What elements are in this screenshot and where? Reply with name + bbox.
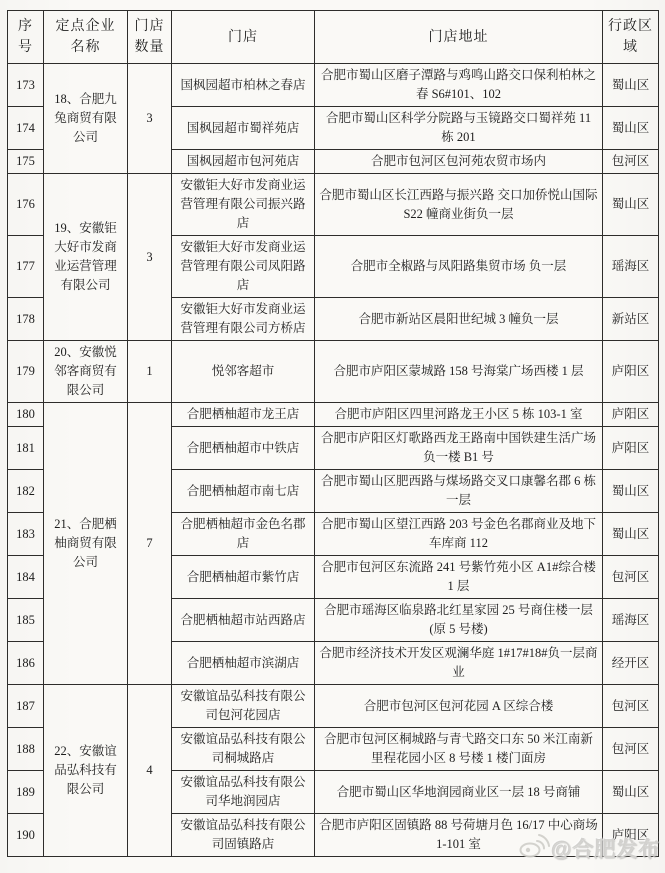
- serial-number-cell: 183: [8, 513, 44, 556]
- store-name-cell: 安徽钜大好市发商业运营管理有限公司凤阳路店: [172, 236, 315, 298]
- serial-number-cell: 186: [8, 642, 44, 685]
- table-row: [8, 64, 659, 107]
- store-address-cell: 合肥市庐阳区灯歌路西龙王路南中国铁建生活广场负一楼 B1 号: [315, 427, 603, 470]
- admin-region-cell: 蜀山区: [603, 513, 659, 556]
- serial-number-cell: 179: [8, 341, 44, 403]
- watermark-text: @合肥发布: [550, 837, 660, 861]
- store-count-cell: 7: [128, 403, 172, 685]
- admin-region-cell: 庐阳区: [603, 814, 659, 857]
- serial-number-cell: 184: [8, 556, 44, 599]
- store-address-cell: 合肥市全椒路与凤阳路集贸市场 负一层: [315, 236, 603, 298]
- serial-number-cell: 188: [8, 728, 44, 771]
- table-body: [8, 64, 659, 857]
- store-address-cell: 合肥市包河区桐城路与青弋路交口东 50 米江南新里程花园小区 8 号楼 1 楼门面房: [315, 728, 603, 771]
- table-header: [8, 11, 659, 64]
- store-address-cell: 合肥市蜀山区长江西路与振兴路 交口加侨悦山国际 S22 幢商业街负一层: [315, 174, 603, 236]
- store-count-cell: 3: [128, 64, 172, 174]
- store-address-cell: 合肥市庐阳区四里河路龙王小区 5 栋 103-1 室: [315, 403, 603, 427]
- header-serial-no: 序号: [8, 11, 44, 64]
- header-enterprise-name: 定点企业名称: [44, 11, 128, 64]
- store-address-cell: 合肥市庐阳区固镇路 88 号荷塘月色 16/17 中心商场 1-101 室: [315, 814, 603, 857]
- store-name-cell: 合肥栖柚超市南七店: [172, 470, 315, 513]
- serial-number-cell: 173: [8, 64, 44, 107]
- table-row: [8, 174, 659, 236]
- serial-number-cell: 178: [8, 298, 44, 341]
- store-count-cell: 1: [128, 341, 172, 403]
- store-name-cell: 安徽谊品弘科技有限公司华地润园店: [172, 771, 315, 814]
- store-name-cell: 安徽谊品弘科技有限公司包河花园店: [172, 685, 315, 728]
- store-count-cell: 4: [128, 685, 172, 857]
- admin-region-cell: 蜀山区: [603, 64, 659, 107]
- store-address-cell: 合肥市包河区包河花园 A 区综合楼: [315, 685, 603, 728]
- serial-number-cell: 185: [8, 599, 44, 642]
- admin-region-cell: 庐阳区: [603, 427, 659, 470]
- header-store: 门店: [172, 11, 315, 64]
- serial-number-cell: 175: [8, 150, 44, 174]
- admin-region-cell: 蜀山区: [603, 771, 659, 814]
- admin-region-cell: 新站区: [603, 298, 659, 341]
- serial-number-cell: 189: [8, 771, 44, 814]
- serial-number-cell: 182: [8, 470, 44, 513]
- header-row: [8, 11, 659, 64]
- store-name-cell: 悦邻客超市: [172, 341, 315, 403]
- admin-region-cell: 包河区: [603, 685, 659, 728]
- serial-number-cell: 187: [8, 685, 44, 728]
- admin-region-cell: 瑶海区: [603, 599, 659, 642]
- admin-region-cell: 蜀山区: [603, 107, 659, 150]
- serial-number-cell: 181: [8, 427, 44, 470]
- admin-region-cell: 庐阳区: [603, 341, 659, 403]
- serial-number-cell: 180: [8, 403, 44, 427]
- serial-number-cell: 176: [8, 174, 44, 236]
- store-address-cell: 合肥市蜀山区科学分院路与玉镜路交口蜀祥苑 11 栋 201: [315, 107, 603, 150]
- admin-region-cell: 瑶海区: [603, 236, 659, 298]
- table-row: [8, 685, 659, 728]
- store-address-cell: 合肥市庐阳区蒙城路 158 号海棠广场西楼 1 层: [315, 341, 603, 403]
- table-row: [8, 403, 659, 427]
- table-row: [8, 341, 659, 403]
- admin-region-cell: 蜀山区: [603, 174, 659, 236]
- enterprise-name-cell: 21、合肥栖柚商贸有限公司: [44, 403, 128, 685]
- store-name-cell: 国枫园超市蜀祥苑店: [172, 107, 315, 150]
- admin-region-cell: 包河区: [603, 556, 659, 599]
- store-address-cell: 合肥市包河区东流路 241 号紫竹苑小区 A1#综合楼 1 层: [315, 556, 603, 599]
- store-address-cell: 合肥市包河区包河苑农贸市场内: [315, 150, 603, 174]
- enterprise-name-cell: 20、安徽悦邻客商贸有限公司: [44, 341, 128, 403]
- header-store-address: 门店地址: [315, 11, 603, 64]
- store-address-cell: 合肥市蜀山区华地润园商业区一层 18 号商铺: [315, 771, 603, 814]
- serial-number-cell: 174: [8, 107, 44, 150]
- store-name-cell: 安徽钜大好市发商业运营管理有限公司方桥店: [172, 298, 315, 341]
- store-name-cell: 合肥栖柚超市金色名郡店: [172, 513, 315, 556]
- enterprise-name-cell: 19、安徽钜大好市发商业运营管理有限公司: [44, 174, 128, 341]
- admin-region-cell: 庐阳区: [603, 403, 659, 427]
- store-name-cell: 合肥栖柚超市滨湖店: [172, 642, 315, 685]
- store-name-cell: 合肥栖柚超市龙王店: [172, 403, 315, 427]
- admin-region-cell: 包河区: [603, 728, 659, 771]
- store-address-cell: 合肥市瑶海区临泉路北红星家园 25 号商住楼一层(原 5 号楼): [315, 599, 603, 642]
- admin-region-cell: 经开区: [603, 642, 659, 685]
- enterprise-name-cell: 22、安徽谊品弘科技有限公司: [44, 685, 128, 857]
- store-address-cell: 合肥市新站区晨阳世纪城 3 幢负一层: [315, 298, 603, 341]
- store-address-cell: 合肥市蜀山区肥西路与煤场路交叉口康馨名郡 6 栋一层: [315, 470, 603, 513]
- store-name-cell: 合肥栖柚超市站西路店: [172, 599, 315, 642]
- enterprise-name-cell: 18、合肥九兔商贸有限公司: [44, 64, 128, 174]
- store-address-cell: 合肥市蜀山区望江西路 203 号金色名郡商业及地下车库商 112: [315, 513, 603, 556]
- serial-number-cell: 190: [8, 814, 44, 857]
- store-name-cell: 安徽谊品弘科技有限公司固镇路店: [172, 814, 315, 857]
- designated-stores-table: [7, 10, 659, 857]
- header-admin-region: 行政区域: [603, 11, 659, 64]
- serial-number-cell: 177: [8, 236, 44, 298]
- admin-region-cell: 蜀山区: [603, 470, 659, 513]
- store-name-cell: 安徽谊品弘科技有限公司桐城路店: [172, 728, 315, 771]
- store-name-cell: 安徽钜大好市发商业运营管理有限公司振兴路店: [172, 174, 315, 236]
- store-name-cell: 国枫园超市柏林之春店: [172, 64, 315, 107]
- store-name-cell: 合肥栖柚超市紫竹店: [172, 556, 315, 599]
- store-address-cell: 合肥市蜀山区磨子潭路与鸡鸣山路交口保利柏林之春 S6#101、102: [315, 64, 603, 107]
- header-store-count: 门店数量: [128, 11, 172, 64]
- store-name-cell: 合肥栖柚超市中铁店: [172, 427, 315, 470]
- store-name-cell: 国枫园超市包河苑店: [172, 150, 315, 174]
- store-address-cell: 合肥市经济技术开发区观澜华庭 1#17#18#负一层商业: [315, 642, 603, 685]
- store-count-cell: 3: [128, 174, 172, 341]
- admin-region-cell: 包河区: [603, 150, 659, 174]
